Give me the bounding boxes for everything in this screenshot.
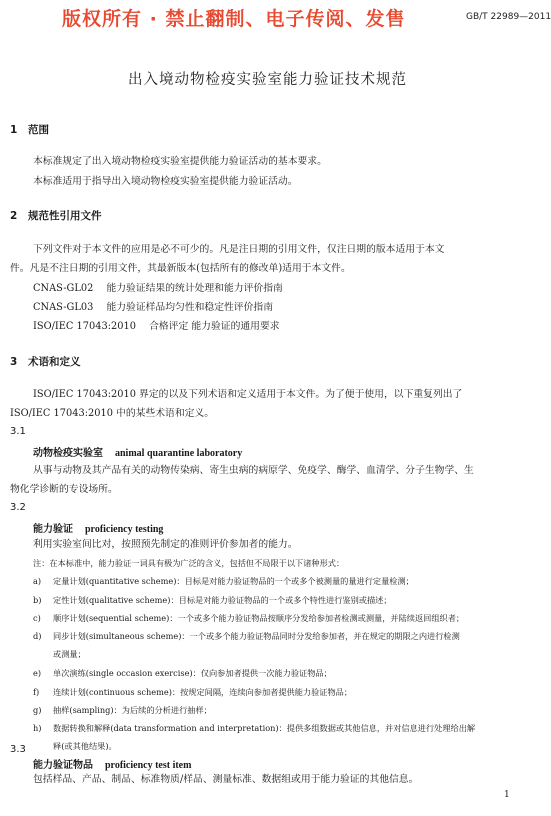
list-item [33, 719, 475, 738]
list-item [33, 664, 332, 683]
reference-item [33, 298, 273, 317]
definition: 利用实验室间比对，按照预先制定的准则评价参加者的能力。 [33, 539, 298, 550]
paragraph: ISO/IEC 17043:2010 界定的以及下列术语和定义适用于本文件。为了便于使用，以下重复列出了 [33, 389, 463, 400]
section-title: 范围 [28, 124, 49, 136]
list-marker: g) [33, 705, 42, 715]
reference-title: 能力验证样品均匀性和稳定性评价指南 [106, 302, 273, 313]
section-number: 2 [10, 210, 18, 222]
list-marker: a) [33, 576, 42, 586]
list-item-continuation: 或测量； [53, 649, 86, 659]
section-number: 1 [10, 124, 18, 136]
list-text: 单次演练(single occasion exercise)：仅向参加者提供一次能力验证物品； [53, 668, 332, 678]
term-number: 3.3 [10, 744, 26, 755]
term-heading [33, 444, 242, 459]
list-text: 抽样(sampling)：为后续的分析进行抽样； [53, 705, 212, 715]
copyright-watermark: 版权所有 · 禁止翻制、电子传阅、发售 [62, 8, 406, 30]
term-heading [33, 520, 163, 535]
paragraph: 下列文件对于本文件的应用是必不可少的。凡是注日期的引用文件，仅注日期的版本适用于本文 [33, 244, 445, 255]
reference-code: CNAS-GL02 [33, 283, 94, 294]
list-text: 连续计划(continuous scheme)：按规定间隔，连续向参加者提供能力验证物品； [53, 687, 353, 697]
reference-item [33, 279, 283, 298]
term-zh: 能力验证 [33, 524, 73, 535]
list-item [33, 683, 352, 702]
reference-item [33, 317, 280, 336]
list-item [33, 609, 464, 628]
term-en: animal quarantine laboratory [115, 448, 243, 459]
list-text: 定性计划(qualitative scheme)：目标是对能力验证物品的一个或多个特性进行鉴别或描述； [53, 595, 392, 605]
list-text: 数据转换和解释(data transformation and interpretation)：提供多组数据或其他信息，并对信息进行处理给出解 [53, 723, 476, 733]
definition: 包括样品、产品、制品、标准物质/样品、测量标准、数据组或用于能力验证的其他信息。 [33, 774, 419, 785]
list-marker: h) [33, 723, 42, 733]
page-number: 1 [504, 790, 510, 800]
list-item [33, 627, 460, 646]
section-title: 规范性引用文件 [28, 210, 102, 222]
list-text: 定量计划(quantitative scheme)：目标是对能力验证物品的一个或多个被测量的量进行定量检测； [53, 576, 414, 586]
list-item [33, 591, 392, 610]
list-marker: c) [33, 613, 41, 623]
list-item [33, 701, 212, 720]
term-zh: 动物检疫实验室 [33, 448, 103, 459]
term-number: 3.1 [10, 426, 26, 437]
reference-code: CNAS-GL03 [33, 302, 94, 313]
section-2-heading [10, 208, 102, 223]
term-en: proficiency test item [105, 760, 192, 771]
term-en: proficiency testing [85, 524, 164, 535]
reference-title: 能力验证结果的统计处理和能力评价指南 [106, 283, 283, 294]
reference-title: 合格评定 能力验证的通用要求 [149, 321, 280, 332]
list-text: 顺序计划(sequential scheme)：一个或多个能力验证物品按顺序分发给参加者检测或测量，并陆续返回组织者； [53, 613, 465, 623]
list-marker: e) [33, 668, 42, 678]
section-1-heading [10, 122, 49, 137]
paragraph: 件。凡是不注日期的引用文件，其最新版本(包括所有的修改单)适用于本文件。 [10, 263, 351, 274]
term-heading [33, 756, 191, 771]
document-title: 出入境动物检疫实验室能力验证技术规范 [128, 72, 407, 88]
term-number: 3.2 [10, 502, 26, 513]
list-item-continuation: 释(或其他结果)。 [53, 741, 117, 751]
list-marker: b) [33, 595, 42, 605]
section-3-heading [10, 354, 81, 369]
definition: 从事与动物及其产品有关的动物传染病、寄生虫病的病原学、免疫学、酶学、血清学、分子生物学、生 [33, 465, 474, 476]
note: 注：在本标准中，能力验证一词具有极为广泛的含义，包括但不局限于以下诸种形式： [33, 558, 345, 568]
definition: 物化学诊断的专设场所。 [10, 484, 118, 495]
term-zh: 能力验证物品 [33, 760, 93, 771]
section-title: 术语和定义 [28, 356, 81, 368]
reference-code: ISO/IEC 17043:2010 [33, 321, 136, 332]
section-number: 3 [10, 356, 18, 368]
list-text: 同步计划(simultaneous scheme)：一个或多个能力验证物品同时分发给参加者，并在规定的期限之内进行检测 [53, 631, 460, 641]
paragraph: 本标准规定了出入境动物检疫实验室提供能力验证活动的基本要求。 [33, 156, 327, 167]
list-item [33, 572, 414, 591]
standard-number: GB/T 22989—2011 [466, 12, 551, 22]
paragraph: 本标准适用于指导出入境动物检疫实验室提供能力验证活动。 [33, 176, 298, 187]
paragraph: ISO/IEC 17043:2010 中的某些术语和定义。 [10, 408, 215, 419]
list-marker: f) [33, 687, 40, 697]
list-marker: d) [33, 631, 42, 641]
